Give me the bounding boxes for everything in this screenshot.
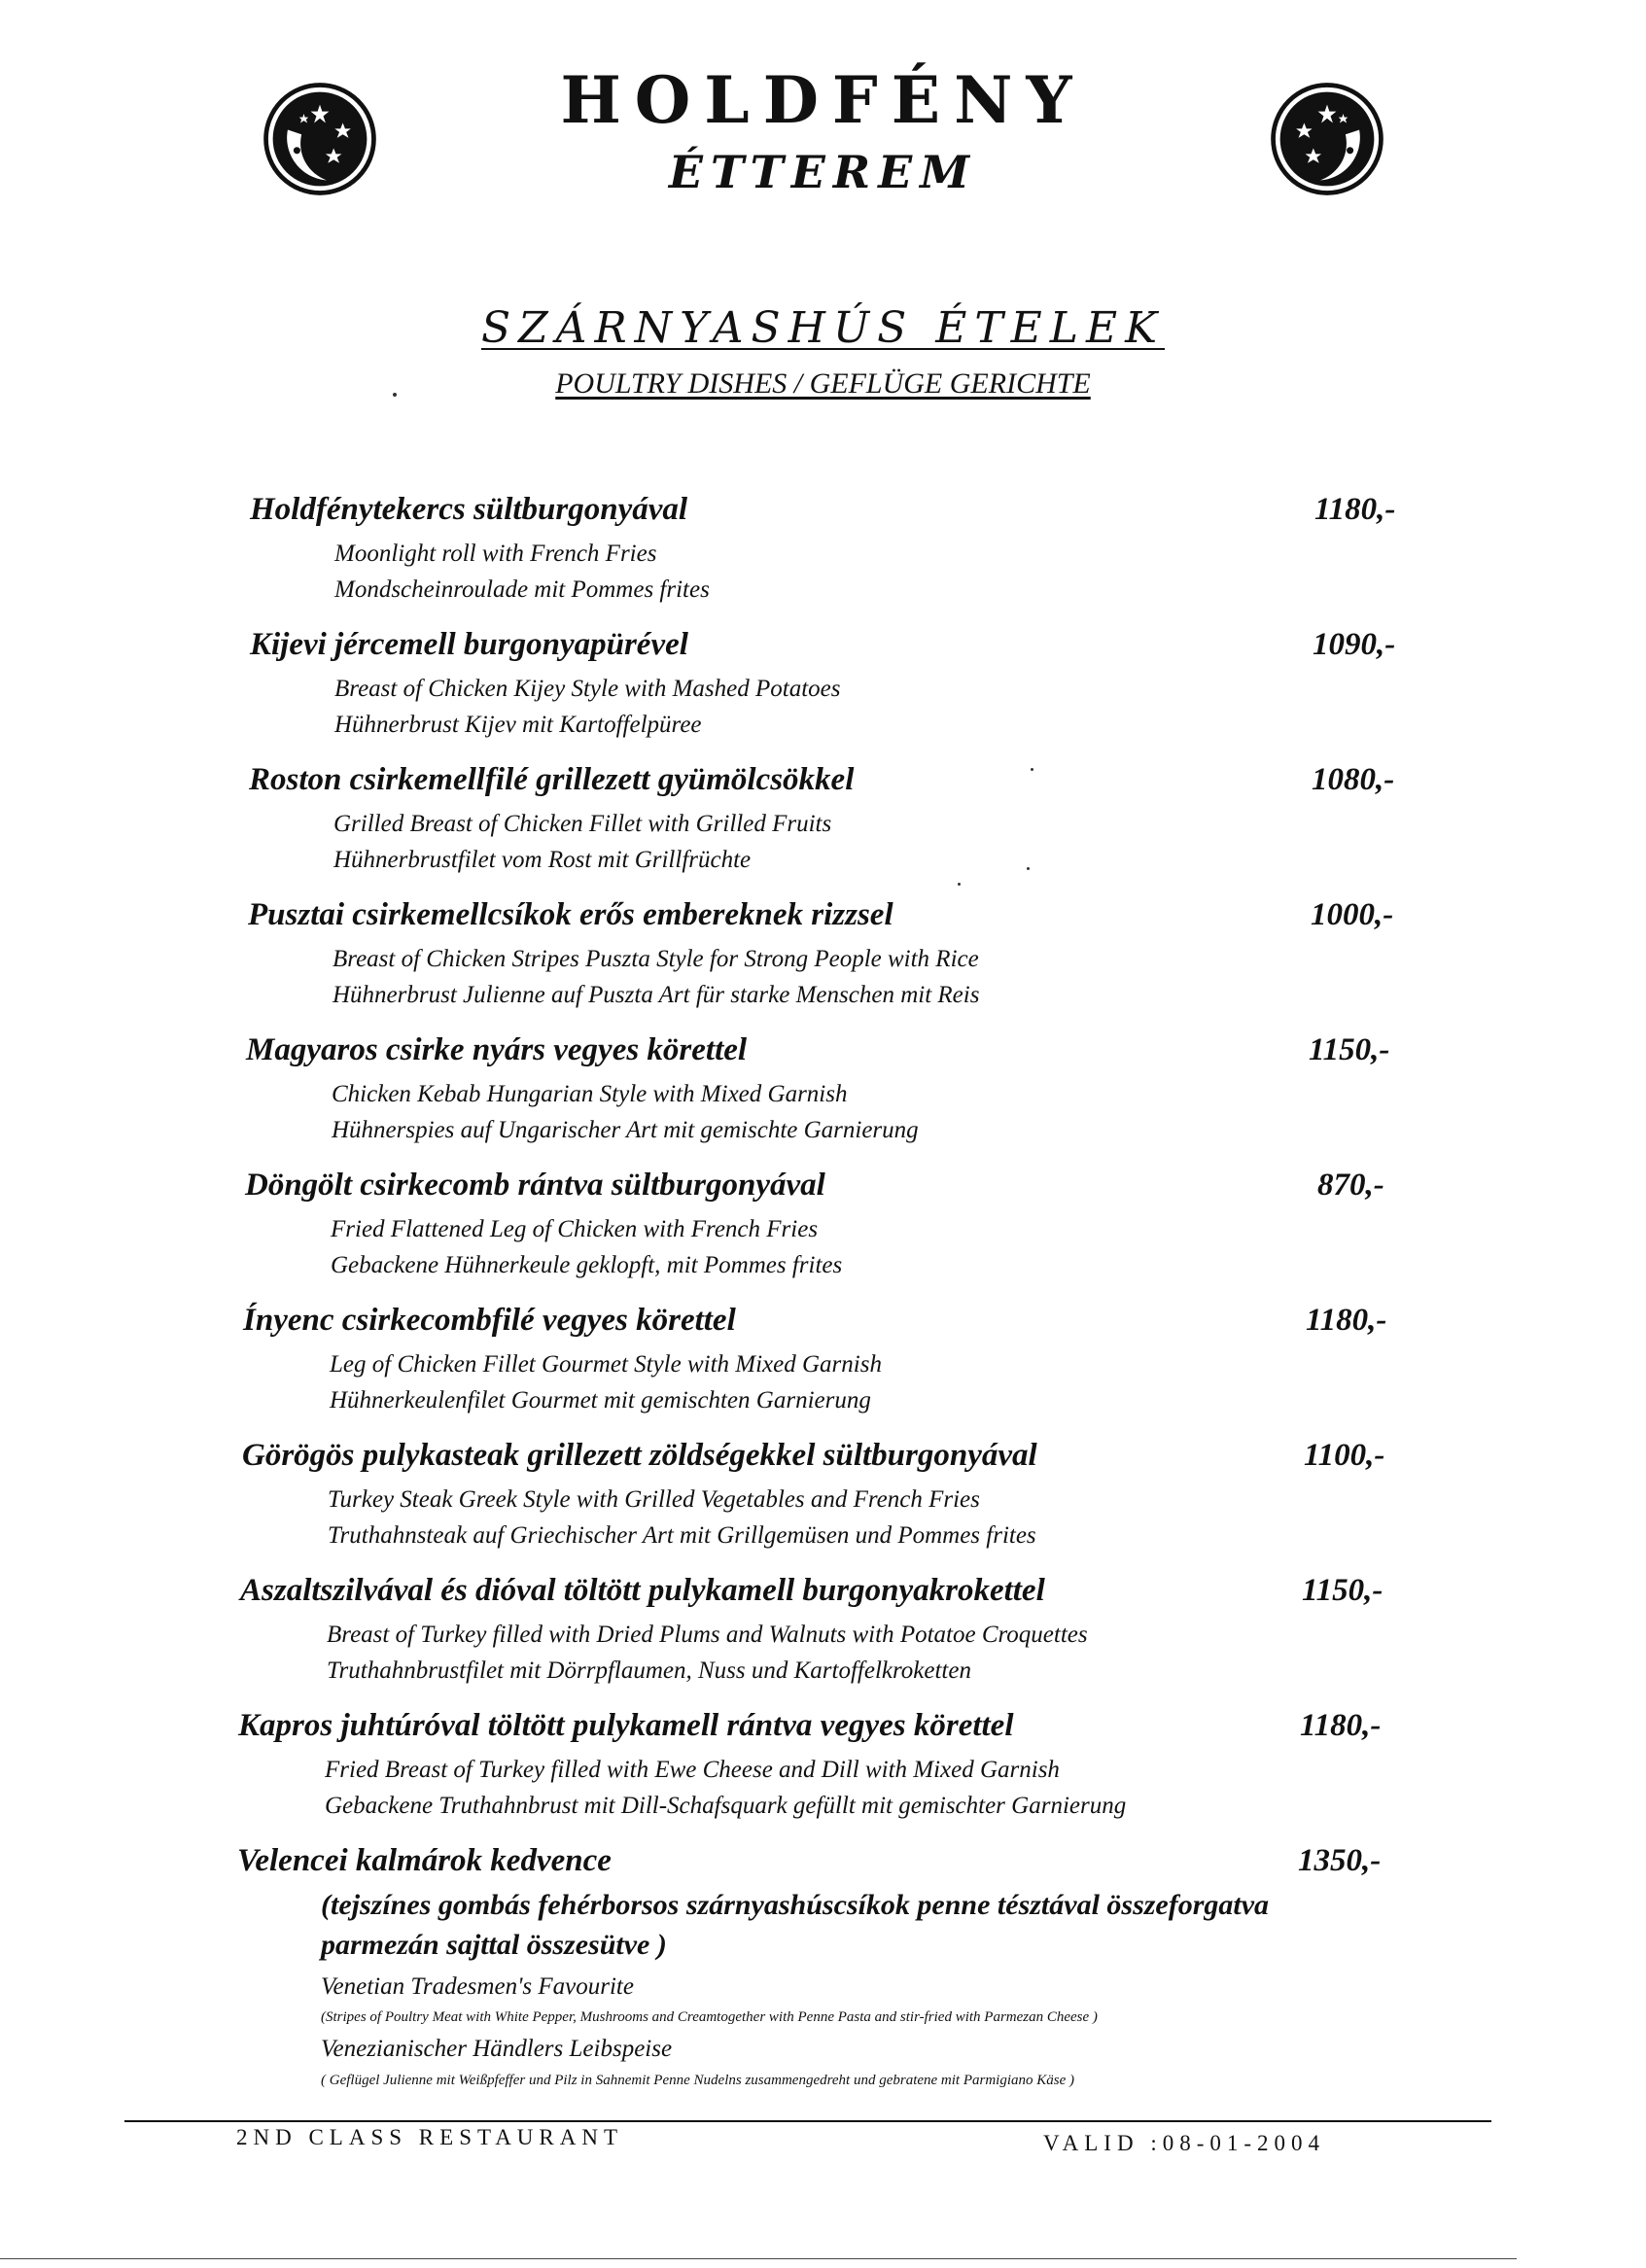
dish-name: Pusztai csirkemellcsíkok erős embereknek rizzsel <box>248 897 893 932</box>
footer-divider <box>124 2120 1491 2122</box>
dish-name: Kapros juhtúróval töltött pulykamell rántva vegyes körettel <box>238 1708 1014 1743</box>
dish-german: Hühnerkeulenfilet Gourmet mit gemischten Garnierung <box>330 1387 871 1413</box>
dish-english: Breast of Chicken Kijey Style with Mashed Potatoes <box>334 676 841 702</box>
dish-german: Venezianischer Händlers Leibspeise <box>321 2036 673 2062</box>
dish-price: 870,- <box>1317 1168 1384 1203</box>
dish-english: Fried Flattened Leg of Chicken with French Fries <box>331 1216 819 1242</box>
footer-valid-date: VALID :08-01-2004 <box>1043 2131 1326 2155</box>
dish-description: parmezán sajttal összesütve ) <box>321 1929 667 1961</box>
dish-english: Leg of Chicken Fillet Gourmet Style with Mixed Garnish <box>330 1351 882 1378</box>
dish-name: Ínyenc csirkecombfilé vegyes körettel <box>243 1303 736 1338</box>
dish-german: Hühnerbrust Kijev mit Kartoffelpüree <box>334 712 702 738</box>
dish-german: Hühnerspies auf Ungarischer Art mit gemischte Garnierung <box>332 1117 919 1143</box>
dish-german: Truthahnbrustfilet mit Dörrpflaumen, Nuss und Kartoffelkroketten <box>327 1657 971 1684</box>
footer-class-label: 2ND CLASS RESTAURANT <box>236 2125 624 2149</box>
dish-name: Döngölt csirkecomb rántva sültburgonyával <box>245 1168 825 1203</box>
dish-german-description: ( Geflügel Julienne mit Weißpfeffer und Pilz in Sahnemit Penne Nudelns zusammengedreht und gebratene mit Parmigiano Käse ) <box>321 2073 1075 2088</box>
scan-speck <box>1027 867 1030 870</box>
dish-price: 1150,- <box>1302 1573 1383 1608</box>
dish-price: 1080,- <box>1312 762 1395 797</box>
scan-speck <box>393 393 397 397</box>
dish-english: Moonlight roll with French Fries <box>334 541 657 567</box>
dish-german: Mondscheinroulade mit Pommes frites <box>334 576 710 603</box>
dish-german: Truthahnsteak auf Griechischer Art mit Grillgemüsen und Pommes frites <box>328 1522 1036 1549</box>
dish-price: 1180,- <box>1306 1303 1387 1338</box>
section-subtitle: POULTRY DISHES / GEFLÜGE GERICHTE <box>555 367 1091 400</box>
dish-name: Aszaltszilvával és dióval töltött pulykamell burgonyakrokettel <box>240 1573 1045 1608</box>
section-title: SZÁRNYASHÚS ÉTELEK <box>480 303 1166 353</box>
dish-english: Breast of Turkey filled with Dried Plums and Walnuts with Potatoe Croquettes <box>327 1622 1088 1648</box>
scan-speck <box>958 883 961 886</box>
dish-price: 1180,- <box>1314 492 1396 527</box>
dish-description: (tejszínes gombás fehérborsos szárnyashúscsíkok penne tésztával összeforgatva <box>321 1889 1270 1921</box>
dish-english-description: (Stripes of Poultry Meat with White Pepper, Mushrooms and Creamtogether with Penne Pasta and stir-fried with Parmezan Cheese ) <box>321 2009 1098 2025</box>
dish-name: Kijevi jércemell burgonyapürével <box>250 627 688 662</box>
dish-english: Breast of Chicken Stripes Puszta Style for Strong People with Rice <box>333 946 979 972</box>
dish-english: Venetian Tradesmen's Favourite <box>321 1973 634 2000</box>
dish-english: Turkey Steak Greek Style with Grilled Vegetables and French Fries <box>328 1486 980 1513</box>
dish-name: Holdfénytekercs sültburgonyával <box>250 492 688 527</box>
dish-name: Velencei kalmárok kedvence <box>237 1843 612 1878</box>
dish-price: 1000,- <box>1311 897 1394 932</box>
dish-price: 1100,- <box>1304 1438 1385 1473</box>
dish-name: Görögös pulykasteak grillezett zöldségekkel sültburgonyával <box>242 1438 1037 1473</box>
dish-german: Gebackene Hühnerkeule geklopft, mit Pommes frites <box>331 1252 843 1278</box>
dish-price: 1150,- <box>1309 1032 1390 1067</box>
dish-english: Fried Breast of Turkey filled with Ewe Cheese and Dill with Mixed Garnish <box>325 1757 1060 1783</box>
restaurant-subtitle: ÉTTEREM <box>668 146 978 198</box>
dish-price: 1090,- <box>1313 627 1396 662</box>
restaurant-name: HOLDFÉNY <box>560 62 1086 138</box>
dish-german: Hühnerbrustfilet vom Rost mit Grillfrüchte <box>333 847 752 873</box>
dish-english: Grilled Breast of Chicken Fillet with Grilled Fruits <box>333 811 832 837</box>
dish-price: 1180,- <box>1300 1708 1382 1743</box>
dish-name: Magyaros csirke nyárs vegyes körettel <box>246 1032 748 1067</box>
dish-name: Roston csirkemellfilé grillezett gyümölcsökkel <box>249 762 855 797</box>
dish-price: 1350,- <box>1298 1843 1382 1878</box>
scan-speck <box>1031 768 1033 771</box>
dish-german: Gebackene Truthahnbrust mit Dill-Schafsquark gefüllt mit gemischter Garnierung <box>325 1793 1127 1819</box>
page-bottom-line <box>0 2258 1517 2259</box>
dish-german: Hühnerbrust Julienne auf Puszta Art für starke Menschen mit Reis <box>333 982 980 1008</box>
dish-english: Chicken Kebab Hungarian Style with Mixed Garnish <box>332 1081 848 1107</box>
